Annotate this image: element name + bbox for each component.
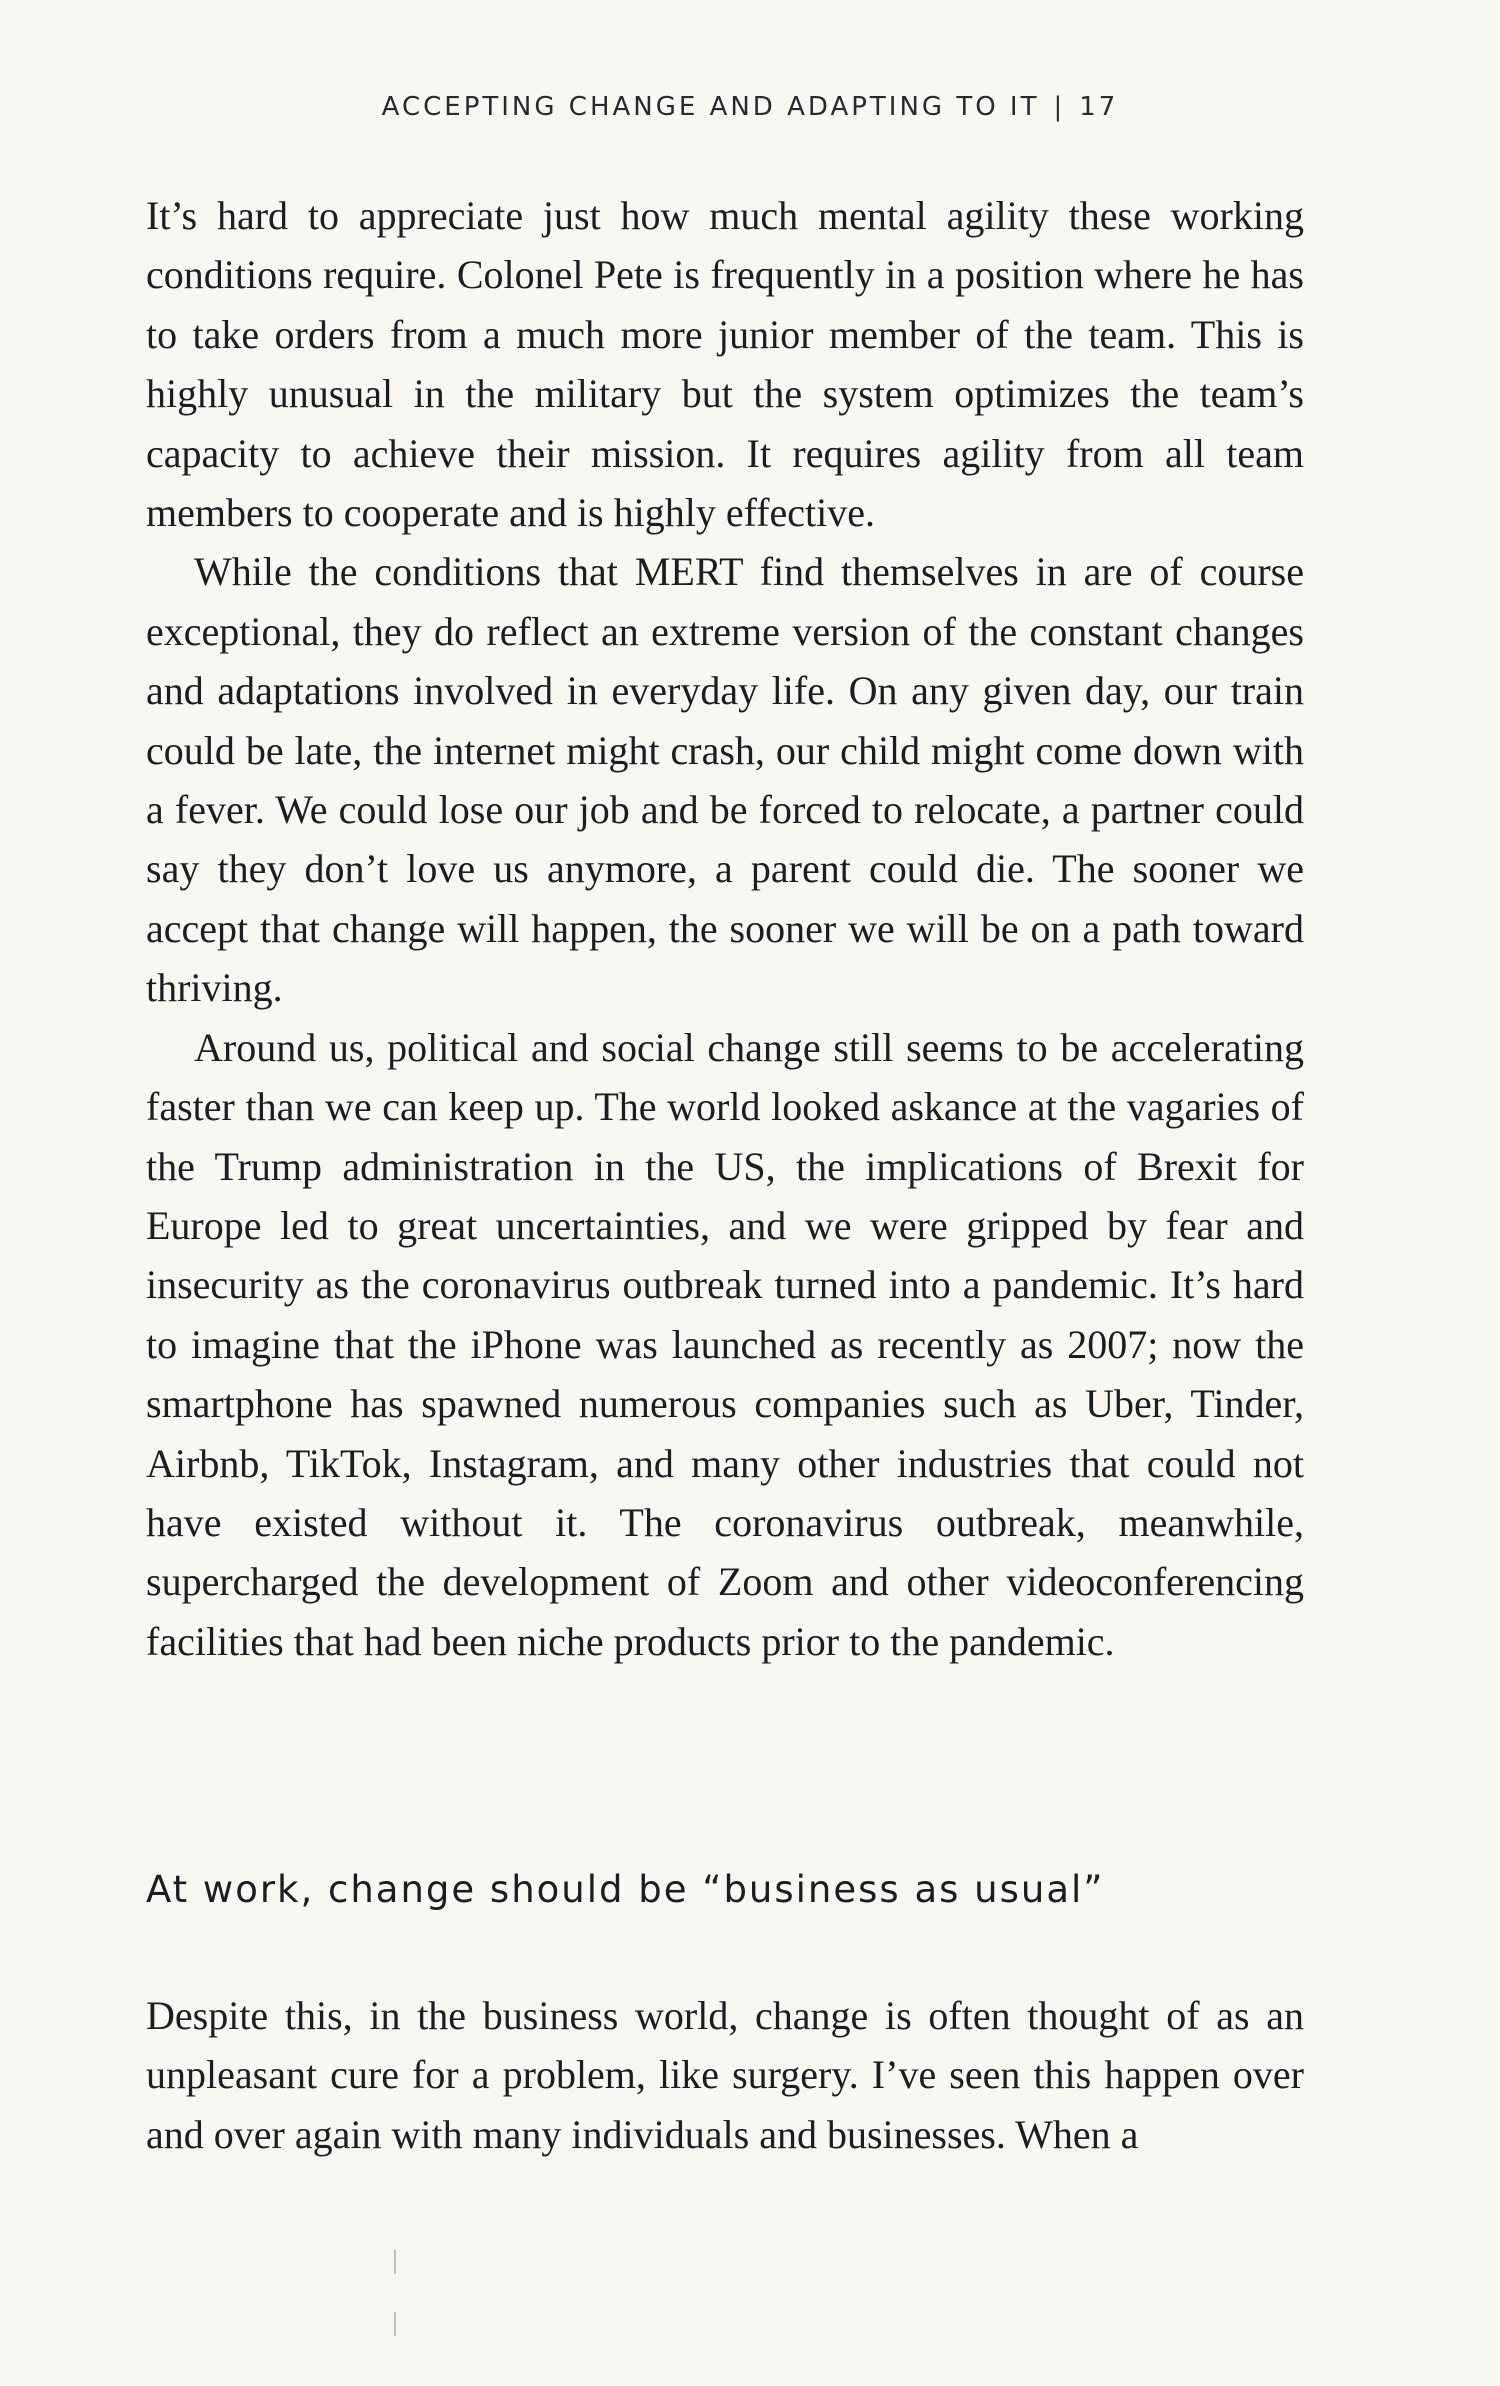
section-heading: At work, change should be “business as usual”	[146, 1868, 1105, 1911]
running-header	[0, 92, 1500, 122]
scan-mark	[394, 2250, 396, 2274]
header-separator: |	[1053, 92, 1066, 122]
chapter-title: ACCEPTING CHANGE AND ADAPTING TO IT	[381, 92, 1040, 122]
page-number: 17	[1079, 92, 1119, 122]
paragraph: While the conditions that MERT find themselves in are of course exceptional, they do reflect an extreme version of the constant changes and adaptations involved in everyday life. On any given day, our train could be late, the internet might crash, our child might come down with a fever. We could lose our job and be forced to relocate, a partner could say they don’t love us anymore, a parent could die. The sooner we accept that change will happen, the sooner we will be on a path toward thriving.	[146, 549, 1304, 1011]
paragraph: It’s hard to appreciate just how much mental agility these working conditions require. Colonel Pete is frequently in a position where he has to take orders from a much more junior member of the team. This is highly unusual in the military but the system optimizes the team’s capacity to achieve their mission. It requires agility from all team members to cooperate and is highly effective.	[146, 193, 1304, 536]
paragraph: Around us, political and social change still seems to be accelerating faster than we can keep up. The world looked askance at the vagaries of the Trump administration in the US, the implications of Brexit for Europe led to great uncertainties, and we were gripped by fear and insecurity as the coronavirus outbreak turned into a pandemic. It’s hard to imagine that the iPhone was launched as recently as 2007; now the smartphone has spawned numerous companies such as Uber, Tinder, Airbnb, TikTok, Instagram, and many other industries that could not have existed without it. The coronavirus outbreak, meanwhile, supercharged the development of Zoom and other videoconferencing facilities that had been niche products prior to the pandemic.	[146, 1024, 1304, 1664]
scan-mark	[394, 2312, 396, 2336]
section-paragraph: Despite this, in the business world, change is often thought of as an unpleasant cure for a problem, like surgery. I’ve seen this happen over and over again with many individuals and businesses. When a	[146, 1993, 1304, 2157]
body-text	[146, 186, 1304, 1671]
